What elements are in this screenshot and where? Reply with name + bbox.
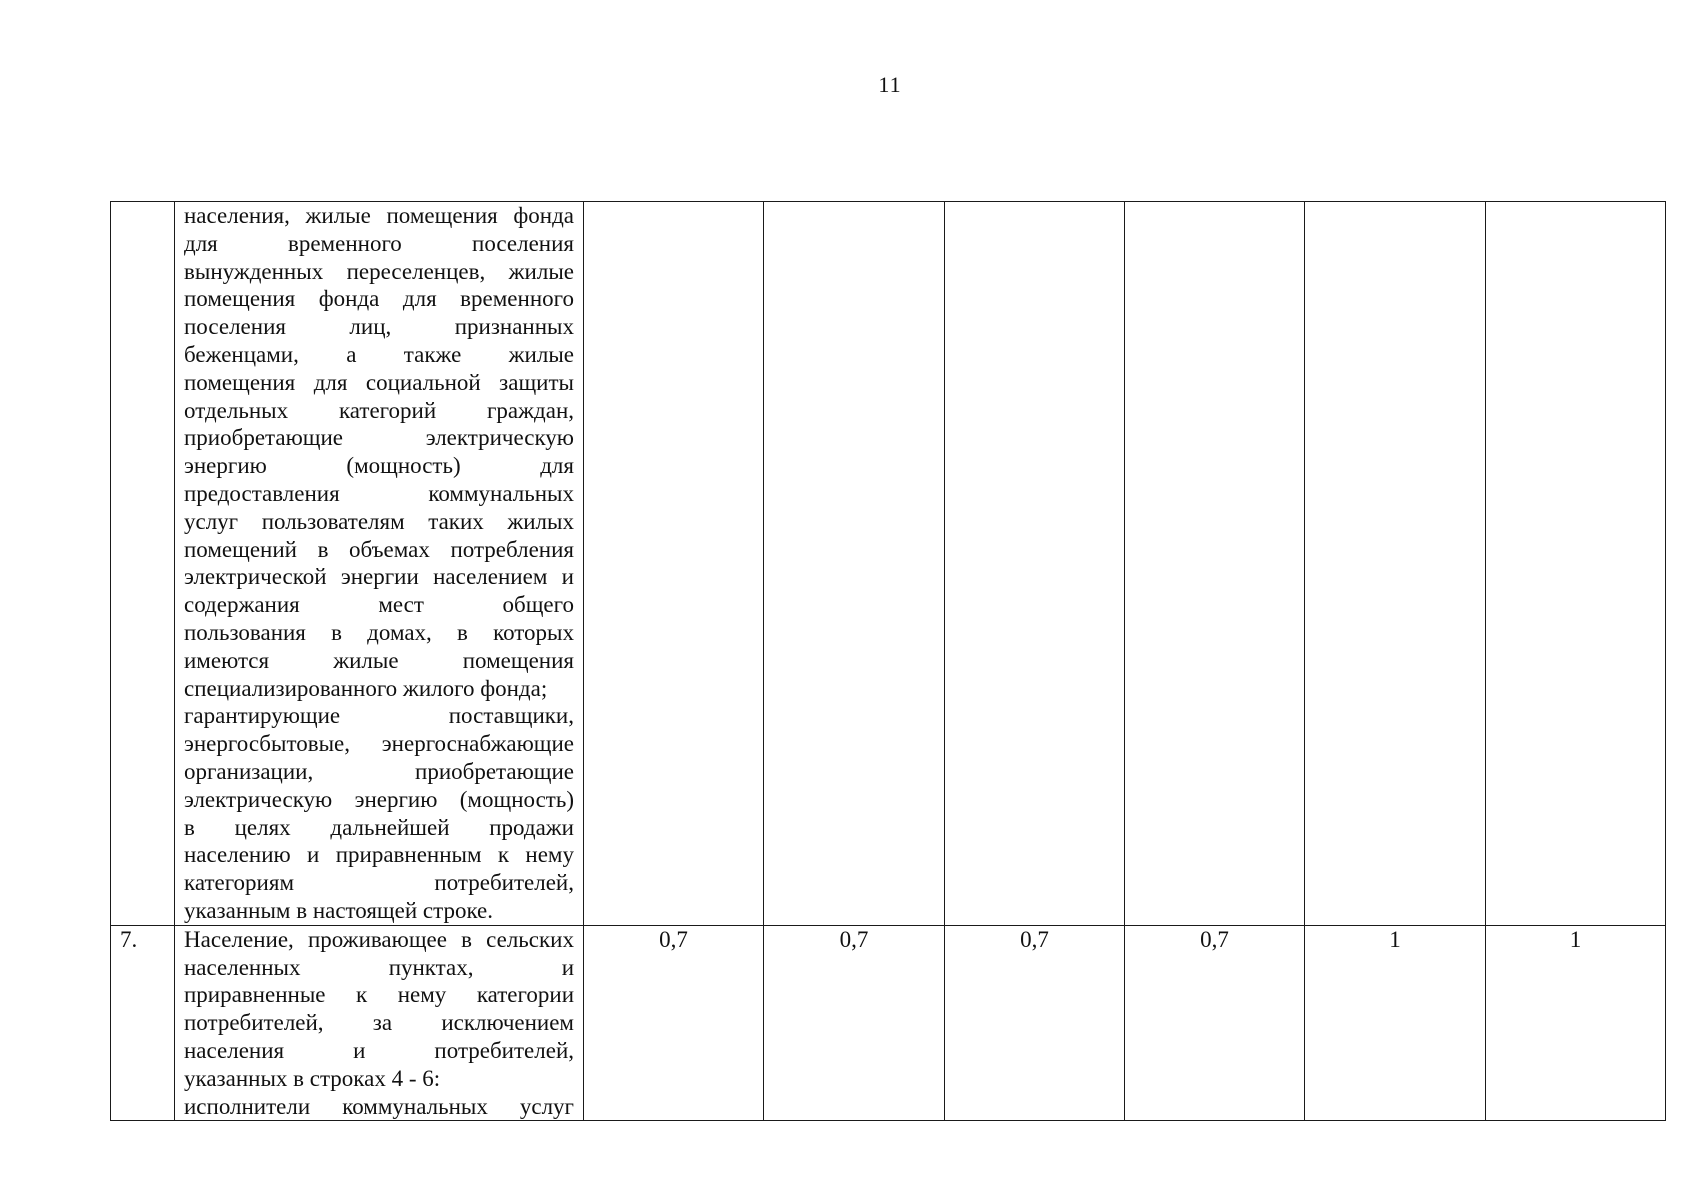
- page-number: 11: [878, 72, 902, 97]
- description-line: гарантирующие поставщики,: [184, 703, 574, 729]
- description-line: содержания мест общего: [184, 592, 574, 618]
- description-line: помещения фонда для временного: [184, 286, 574, 312]
- description-line: населенных пунктах, и: [184, 954, 574, 980]
- row-number-cell: [111, 202, 175, 926]
- value-cell: [1125, 202, 1305, 926]
- tariff-table: [110, 201, 1666, 1121]
- row-description-cell: [175, 202, 584, 926]
- description-line: помещения для социальной защиты: [184, 369, 574, 395]
- value-cell: [764, 202, 945, 926]
- description-line: имеются жилые помещения: [184, 647, 574, 673]
- description-line: указанным в настоящей строке.: [184, 897, 494, 923]
- value-cell: [1305, 202, 1486, 926]
- value-cell: 1: [1305, 925, 1486, 1121]
- description-line: пользования в домах, в которых: [184, 619, 574, 645]
- value-cell: 0,7: [1125, 925, 1305, 1121]
- description-line: приобретающие электрическую: [184, 425, 574, 451]
- row-number-cell: 7.: [111, 925, 175, 1121]
- description-line: беженцами, а также жилые: [184, 341, 574, 367]
- description-line: специализированного жилого фонда;: [184, 675, 548, 701]
- description-line: поселения лиц, признанных: [184, 314, 574, 340]
- description-line: приравненные к нему категории: [184, 982, 574, 1008]
- description-line: электрической энергии населением и: [184, 564, 574, 590]
- description-line: населения, жилые помещения фонда: [184, 203, 574, 228]
- description-line: категориям потребителей,: [184, 870, 574, 896]
- description-line: населению и приравненным к нему: [184, 842, 574, 868]
- description-line: энергию (мощность) для: [184, 453, 574, 479]
- value-cell: [945, 202, 1125, 926]
- value-cell: 0,7: [945, 925, 1125, 1121]
- description-line: электрическую энергию (мощность): [184, 786, 574, 812]
- description-line: организации, приобретающие: [184, 758, 574, 784]
- description-line: энергосбытовые, энергоснабжающие: [184, 731, 574, 757]
- description-line: предоставления коммунальных: [184, 480, 574, 506]
- description-line: потребителей, за исключением: [184, 1010, 574, 1036]
- description-line: отдельных категорий граждан,: [184, 397, 574, 423]
- description-line: в целях дальнейшей продажи: [184, 814, 574, 840]
- description-line: вынужденных переселенцев, жилые: [184, 258, 574, 284]
- row-description-cell: [175, 925, 584, 1121]
- value-cell: 1: [1486, 925, 1666, 1121]
- description-line: помещений в объемах потребления: [184, 536, 574, 562]
- description-line: услуг пользователям таких жилых: [184, 508, 574, 534]
- description-line: Население, проживающее в сельских: [184, 926, 574, 952]
- value-cell: [584, 202, 764, 926]
- table-row: [111, 925, 1666, 1121]
- value-cell: 0,7: [764, 925, 945, 1121]
- description-line: для временного поселения: [184, 230, 574, 256]
- description-line: исполнители коммунальных услуг: [184, 1093, 574, 1119]
- table-row: [111, 202, 1666, 926]
- description-line: указанных в строках 4 - 6:: [184, 1065, 441, 1091]
- description-line: населения и потребителей,: [184, 1037, 574, 1063]
- value-cell: [1486, 202, 1666, 926]
- value-cell: 0,7: [584, 925, 764, 1121]
